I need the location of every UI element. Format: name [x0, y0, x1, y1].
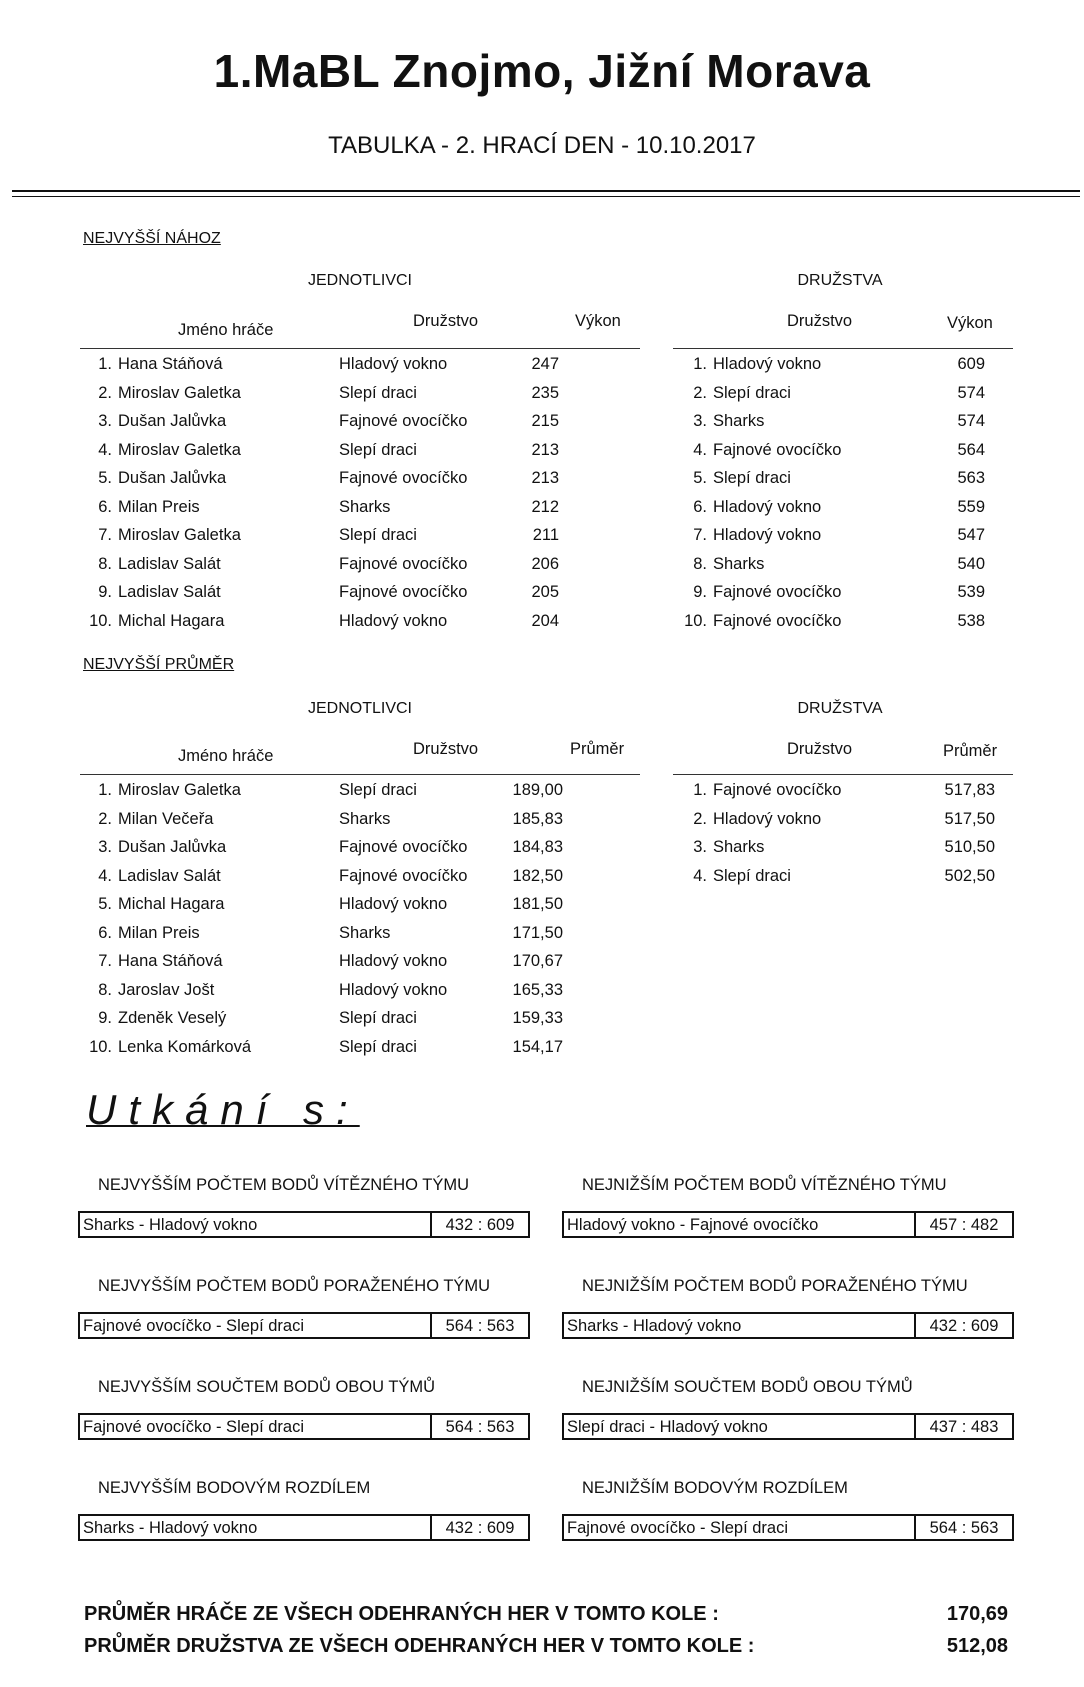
rank-cell: 1.: [98, 781, 112, 799]
match-result-box: [78, 1413, 530, 1440]
match-category-label: NEJVYŠŠÍM POČTEM BODŮ PORAŽENÉHO TÝMU: [98, 1277, 491, 1295]
rank-cell: 3.: [693, 838, 707, 856]
value-cell: 189,00: [512, 781, 563, 799]
match-teams: Fajnové ovocíčko - Slepí draci: [83, 1317, 305, 1335]
team-cell: Slepí draci: [339, 781, 417, 799]
rank-cell: 2.: [693, 809, 707, 828]
table-row: [80, 1032, 640, 1061]
value-cell: 502,50: [944, 866, 995, 885]
match-teams: Fajnové ovocíčko - Slepí draci: [83, 1418, 305, 1436]
column-header-value: Průměr: [943, 742, 998, 760]
column-header-value: Průměr: [570, 740, 625, 758]
match-result-box: [78, 1211, 530, 1238]
match-score: 564 : 563: [430, 1314, 528, 1337]
table-row: [673, 463, 1013, 492]
match-teams: Slepí draci - Hladový vokno: [567, 1418, 768, 1436]
team-cell: Slepí draci: [339, 1009, 417, 1027]
table-header: [80, 312, 640, 348]
rank-cell: 1.: [693, 355, 707, 373]
rank-cell: 4.: [98, 440, 112, 459]
rank-cell: 5.: [98, 895, 112, 913]
rank-cell: 9.: [693, 583, 707, 601]
table-row: [80, 832, 640, 861]
team-cell: Fajnové ovocíčko: [339, 469, 468, 487]
team-average-label: PRŮMĚR DRUŽSTVA ZE VŠECH ODEHRANÝCH HER V TOMTO KOLE :: [84, 1635, 755, 1657]
team-cell: Hladový vokno: [339, 895, 448, 913]
player-average-label: PRŮMĚR HRÁČE ZE VŠECH ODEHRANÝCH HER V TOMTO KOLE :: [84, 1603, 719, 1625]
table-row: [673, 349, 1013, 378]
table-row: [673, 406, 1013, 435]
group-heading-prumer-teams: DRUŽSTVA: [797, 700, 883, 717]
team-cell: Slepí draci: [339, 1037, 417, 1056]
group-heading-prumer-individuals: JEDNOTLIVCI: [307, 700, 412, 717]
rank-cell: 6.: [98, 497, 112, 516]
value-cell: 204: [531, 611, 559, 630]
team-cell: Fajnové ovocíčko: [339, 554, 468, 573]
player-name-cell: Jaroslav Jošt: [118, 980, 215, 999]
player-name-cell: Lenka Komárková: [118, 1037, 251, 1056]
player-name-cell: Miroslav Galetka: [118, 440, 241, 459]
value-cell: 539: [957, 583, 985, 601]
table-row: [80, 804, 640, 833]
value-cell: 215: [531, 412, 559, 430]
match-score: 564 : 563: [914, 1516, 1012, 1539]
value-cell: 609: [957, 355, 985, 373]
team-cell: Sharks: [713, 412, 765, 430]
table-row: [80, 492, 640, 521]
rank-cell: 3.: [98, 412, 112, 430]
value-cell: 510,50: [944, 838, 995, 856]
team-cell: Fajnové ovocíčko: [339, 583, 468, 601]
team-cell: Hladový vokno: [339, 611, 448, 630]
rank-cell: 6.: [98, 923, 112, 942]
section-heading-prumer: NEJVYŠŠÍ PRŮMĚR: [83, 656, 235, 673]
table-row: [673, 832, 1013, 861]
rank-cell: 9.: [98, 1009, 112, 1027]
value-cell: 559: [957, 497, 985, 516]
table-row: [80, 463, 640, 492]
table-prumer-teams: [673, 738, 1013, 889]
table-header: [80, 738, 640, 774]
table-row: [673, 577, 1013, 606]
team-cell: Fajnové ovocíčko: [713, 440, 842, 459]
rank-cell: 8.: [98, 554, 112, 573]
rank-cell: 9.: [98, 583, 112, 601]
player-name-cell: Dušan Jalůvka: [118, 469, 227, 487]
table-row: [80, 406, 640, 435]
player-name-cell: Zdeněk Veselý: [118, 1009, 227, 1027]
player-name-cell: Michal Hagara: [118, 611, 225, 630]
team-cell: Sharks: [339, 923, 391, 942]
table-row: [673, 606, 1013, 635]
rank-cell: 5.: [693, 469, 707, 487]
rank-cell: 1.: [98, 355, 112, 373]
table-row: [80, 975, 640, 1004]
match-score: 457 : 482: [914, 1213, 1012, 1236]
value-cell: 171,50: [512, 923, 563, 942]
match-category-label: NEJNIŽŠÍM SOUČTEM BODŮ OBOU TÝMŮ: [582, 1378, 913, 1396]
team-cell: Slepí draci: [339, 383, 417, 402]
column-header-team: Družstvo: [787, 740, 853, 758]
team-cell: Fajnové ovocíčko: [713, 583, 842, 601]
rank-cell: 4.: [693, 440, 707, 459]
table-row: [673, 861, 1013, 890]
match-teams: Sharks - Hladový vokno: [83, 1216, 258, 1234]
team-cell: Sharks: [339, 809, 391, 828]
value-cell: 540: [957, 554, 985, 573]
team-cell: Fajnové ovocíčko: [339, 866, 468, 885]
player-name-cell: Ladislav Salát: [118, 554, 221, 573]
table-nahoz-teams: [673, 312, 1013, 634]
table-row: [673, 775, 1013, 804]
column-header-team: Družstvo: [413, 740, 479, 758]
team-cell: Hladový vokno: [713, 809, 822, 828]
player-name-cell: Hana Stáňová: [118, 952, 223, 970]
rank-cell: 7.: [98, 952, 112, 970]
team-average-value: 512,08: [946, 1635, 1008, 1657]
rank-cell: 7.: [98, 526, 112, 544]
table-nahoz-individuals: [80, 312, 640, 634]
table-row: [673, 804, 1013, 833]
rank-cell: 5.: [98, 469, 112, 487]
value-cell: 563: [957, 469, 985, 487]
match-result-box: [562, 1312, 1014, 1339]
rank-cell: 1.: [693, 781, 707, 799]
table-row: [80, 435, 640, 464]
table-row: [80, 549, 640, 578]
rank-cell: 2.: [98, 809, 112, 828]
table-header: [673, 312, 1013, 348]
player-average-value: 170,69: [946, 1603, 1008, 1625]
page-subtitle: TABULKA - 2. HRACÍ DEN - 10.10.2017: [328, 132, 756, 159]
team-cell: Slepí draci: [713, 469, 791, 487]
player-name-cell: Dušan Jalůvka: [118, 838, 227, 856]
match-result-box: [78, 1514, 530, 1541]
header-divider-thin: [12, 196, 1080, 197]
value-cell: 212: [531, 497, 559, 516]
player-name-cell: Miroslav Galetka: [118, 526, 241, 544]
team-cell: Hladový vokno: [339, 952, 448, 970]
match-score: 432 : 609: [914, 1314, 1012, 1337]
page-title: 1.MaBL Znojmo, Jižní Morava: [213, 45, 871, 97]
team-cell: Slepí draci: [713, 383, 791, 402]
team-cell: Hladový vokno: [713, 355, 822, 373]
team-cell: Sharks: [339, 497, 391, 516]
column-header-team: Družstvo: [413, 312, 479, 330]
rank-cell: 2.: [693, 383, 707, 402]
table-header: [673, 738, 1013, 774]
player-name-cell: Hana Stáňová: [118, 355, 223, 373]
value-cell: 235: [531, 383, 559, 402]
table-row: [80, 861, 640, 890]
table-prumer-individuals: [80, 738, 640, 1060]
match-teams: Hladový vokno - Fajnové ovocíčko: [567, 1216, 819, 1234]
match-score: 564 : 563: [430, 1415, 528, 1438]
player-name-cell: Milan Preis: [118, 923, 200, 942]
player-name-cell: Milan Preis: [118, 497, 200, 516]
value-cell: 170,67: [512, 952, 563, 970]
team-cell: Fajnové ovocíčko: [713, 611, 842, 630]
value-cell: 564: [957, 440, 985, 459]
rank-cell: 2.: [98, 383, 112, 402]
match-teams: Sharks - Hladový vokno: [567, 1317, 742, 1335]
rank-cell: 10.: [684, 611, 707, 630]
table-row: [80, 918, 640, 947]
table-row: [673, 492, 1013, 521]
team-cell: Sharks: [713, 838, 765, 856]
value-cell: 247: [531, 355, 559, 373]
team-cell: Sharks: [713, 554, 765, 573]
match-score: 437 : 483: [914, 1415, 1012, 1438]
rank-cell: 3.: [98, 838, 112, 856]
column-header-name: Jméno hráče: [178, 321, 274, 339]
team-cell: Fajnové ovocíčko: [713, 781, 842, 799]
match-result-box: [562, 1211, 1014, 1238]
value-cell: 184,83: [512, 838, 563, 856]
value-cell: 206: [531, 554, 559, 573]
player-name-cell: Milan Večeřa: [118, 809, 214, 828]
table-row: [673, 435, 1013, 464]
value-cell: 213: [531, 440, 559, 459]
match-teams: Sharks - Hladový vokno: [83, 1519, 258, 1537]
player-name-cell: Michal Hagara: [118, 895, 225, 913]
rank-cell: 3.: [693, 412, 707, 430]
column-header-name: Jméno hráče: [178, 747, 274, 765]
match-score: 432 : 609: [430, 1516, 528, 1539]
team-cell: Slepí draci: [339, 440, 417, 459]
value-cell: 574: [957, 412, 985, 430]
player-name-cell: Ladislav Salát: [118, 583, 221, 601]
value-cell: 185,83: [512, 809, 563, 828]
team-cell: Fajnové ovocíčko: [339, 412, 468, 430]
match-category-label: NEJNIŽŠÍM POČTEM BODŮ VÍTĚZNÉHO TÝMU: [582, 1176, 947, 1194]
value-cell: 517,83: [944, 781, 995, 799]
group-heading-nahoz-teams: DRUŽSTVA: [797, 272, 883, 289]
rank-cell: 4.: [693, 866, 707, 885]
table-row: [673, 549, 1013, 578]
match-result-box: [562, 1514, 1014, 1541]
value-cell: 181,50: [512, 895, 563, 913]
table-row: [80, 889, 640, 918]
match-category-label: NEJNIŽŠÍM POČTEM BODŮ PORAŽENÉHO TÝMU: [582, 1277, 968, 1295]
table-row: [80, 520, 640, 549]
value-cell: 538: [957, 611, 985, 630]
table-row: [673, 378, 1013, 407]
match-category-label: NEJVYŠŠÍM SOUČTEM BODŮ OBOU TÝMŮ: [98, 1378, 436, 1396]
table-row: [80, 775, 640, 804]
match-result-box: [562, 1413, 1014, 1440]
group-heading-nahoz-individuals: JEDNOTLIVCI: [307, 272, 412, 289]
match-score: 432 : 609: [430, 1213, 528, 1236]
column-header-value: Výkon: [947, 314, 993, 332]
column-header-value: Výkon: [575, 312, 621, 330]
team-cell: Hladový vokno: [713, 526, 822, 544]
team-cell: Hladový vokno: [713, 497, 822, 516]
table-row: [80, 577, 640, 606]
match-category-label: NEJVYŠŠÍM BODOVÝM ROZDÍLEM: [98, 1479, 371, 1497]
team-cell: Slepí draci: [339, 526, 417, 544]
value-cell: 213: [531, 469, 559, 487]
table-row: [80, 946, 640, 975]
rank-cell: 10.: [89, 611, 112, 630]
rank-cell: 4.: [98, 866, 112, 885]
value-cell: 517,50: [944, 809, 995, 828]
match-teams: Fajnové ovocíčko - Slepí draci: [567, 1519, 789, 1537]
table-row: [673, 520, 1013, 549]
team-cell: Slepí draci: [713, 866, 791, 885]
value-cell: 159,33: [512, 1009, 563, 1027]
value-cell: 574: [957, 383, 985, 402]
table-row: [80, 378, 640, 407]
table-row: [80, 606, 640, 635]
matches-heading: Utkání s:: [86, 1086, 360, 1133]
match-result-box: [78, 1312, 530, 1339]
rank-cell: 6.: [693, 497, 707, 516]
value-cell: 165,33: [512, 980, 563, 999]
table-row: [80, 349, 640, 378]
value-cell: 547: [957, 526, 985, 544]
value-cell: 182,50: [512, 866, 563, 885]
value-cell: 154,17: [512, 1037, 563, 1056]
player-name-cell: Ladislav Salát: [118, 866, 221, 885]
rank-cell: 8.: [98, 980, 112, 999]
section-heading-nahoz: NEJVYŠŠÍ NÁHOZ: [83, 230, 221, 247]
value-cell: 205: [531, 583, 559, 601]
player-name-cell: Dušan Jalůvka: [118, 412, 227, 430]
rank-cell: 10.: [89, 1037, 112, 1056]
value-cell: 211: [532, 526, 559, 544]
team-cell: Hladový vokno: [339, 355, 448, 373]
table-row: [80, 1003, 640, 1032]
player-name-cell: Miroslav Galetka: [118, 383, 241, 402]
match-category-label: NEJNIŽŠÍM BODOVÝM ROZDÍLEM: [582, 1479, 848, 1497]
rank-cell: 8.: [693, 554, 707, 573]
header-divider-thick: [12, 190, 1080, 192]
team-cell: Fajnové ovocíčko: [339, 838, 468, 856]
player-name-cell: Miroslav Galetka: [118, 781, 241, 799]
column-header-team: Družstvo: [787, 312, 853, 330]
team-cell: Hladový vokno: [339, 980, 448, 999]
match-category-label: NEJVYŠŠÍM POČTEM BODŮ VÍTĚZNÉHO TÝMU: [98, 1176, 469, 1194]
rank-cell: 7.: [693, 526, 707, 544]
